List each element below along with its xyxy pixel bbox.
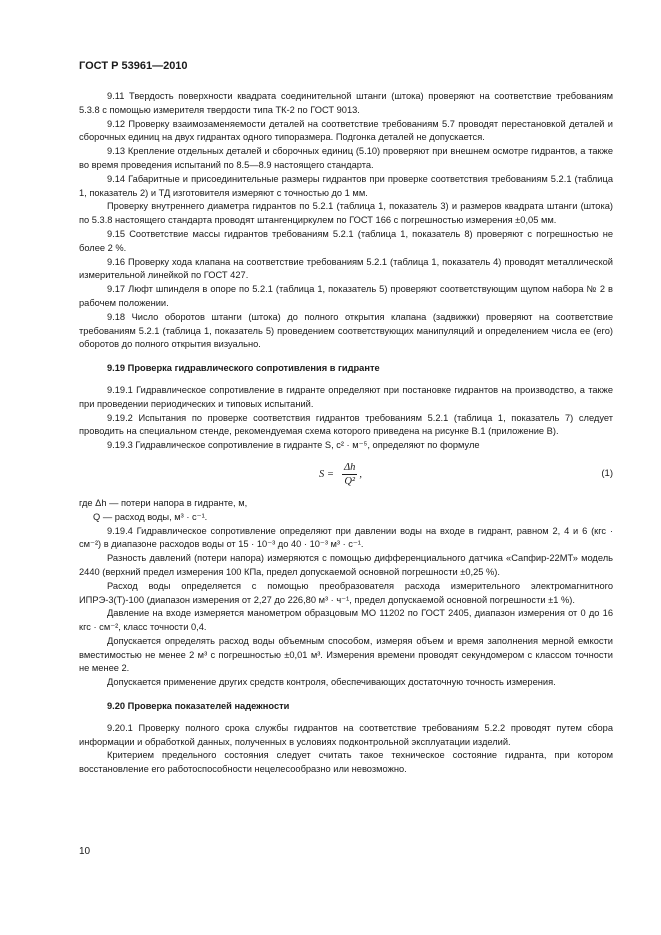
paragraph-other-instruments: Допускается применение других средств контроля, обеспечивающих достаточную точность измерения. bbox=[107, 677, 556, 688]
section-heading-9-20: 9.20 Проверка показателей надежности bbox=[107, 701, 290, 712]
paragraph-9-19-2: 9.19.2 Испытания по проверке соответствия гидрантов требованиям 5.2.1 (таблица 1, показатель 7) следует проводить на специальном стенде, рекомендуемая схема которого приведена на рисунке В.1 (приложение В). bbox=[79, 412, 613, 437]
paragraph-9-18: 9.18 Число оборотов штанги (штока) до полного открытия клапана (задвижки) проверяют на соответствие требованиям 5.2.1 (таблица 1, показатель 5) проведением соответствующих манипуляций и определением числа ее (его) оборотов до полного открытия визуально. bbox=[79, 311, 613, 350]
paragraph-volumetric-method: Допускается определять расход воды объемным способом, измеряя объем и время заполнения мерной емкости вместимостью не менее 2 м³ с погрешностью ±0,01 м³. Измерения времени проводят секундомером с классом точности не менее 2. bbox=[79, 635, 613, 674]
paragraph-9-14: 9.14 Габаритные и присоединительные размеры гидрантов при проверке соответствия требованиям 5.2.1 (таблица 1, показатель 2) и ТД изготовителя измеряют с точностью до 1 мм. bbox=[79, 173, 613, 198]
section-heading-9-19: 9.19 Проверка гидравлического сопротивления в гидранте bbox=[107, 363, 380, 374]
paragraph-9-19-1: 9.19.1 Гидравлическое сопротивление в гидранте определяют при постановке гидрантов на производство, а также при проведении периодических и типовых испытаний. bbox=[79, 384, 613, 409]
paragraph-9-20-1: 9.20.1 Проверку полного срока службы гидрантов на соответствие требованиям 5.2.2 проводят путем сбора информации и обработкой данных, полученных в условиях подконтрольной эксплуатации изделий. bbox=[79, 722, 613, 747]
paragraph-9-14-inner-diameter: Проверку внутреннего диаметра гидрантов по 5.2.1 (таблица 1, показатель 3) и размеров квадрата штанги (штока) по 5.3.8 настоящего стандарта проводят штангенциркулем по ГОСТ 166 с погрешностью измерения ±0,05 мм. bbox=[79, 201, 613, 226]
paragraph-pressure-difference: Разность давлений (потери напора) измеряются с помощью дифференциального датчика «Сапфир-22МТ» модель 2440 (верхний предел измерения 100 КПа, предел допускаемой основной погрешности ±0,25 %). bbox=[79, 553, 613, 577]
formula-1 bbox=[79, 459, 613, 493]
formula-where-line-2: Q — расход воды, м³ · с⁻¹. bbox=[93, 511, 208, 522]
paragraph-9-13: 9.13 Крепление отдельных деталей и сборочных единиц (5.10) проверяют при внешнем осмотре гидрантов, а также во время проведения испытаний по 8.5—8.9 настоящего стандарта. bbox=[79, 146, 613, 170]
formula-where-line-1: где Δh — потери напора в гидранте, м, bbox=[79, 497, 248, 508]
paragraph-limit-state: Критерием предельного состояния следует считать такое техническое состояние гидранта, при котором восстановление его работоспособности нецелесообразно или невозможно. bbox=[79, 750, 613, 775]
paragraph-9-19-4: 9.19.4 Гидравлическое сопротивление определяют при давлении воды на входе в гидрант, равном 2, 4 и 6 (кгс · см⁻²) в диапазоне расходов воды от 15 · 10⁻³ до 40 · 10⁻³ м³ · с⁻¹. bbox=[79, 525, 613, 550]
paragraph-9-15: 9.15 Соответствие массы гидрантов требованиям 5.2.1 (таблица 1, показатель 8) проверяют с погрешностью не более 2 %. bbox=[79, 228, 613, 253]
paragraph-9-17: 9.17 Люфт шпинделя в опоре по 5.2.1 (таблица 1, показатель 5) проверяют соответствующим щупом набора № 2 в рабочем положении. bbox=[79, 284, 613, 308]
paragraph-inlet-pressure: Давление на входе измеряется манометром образцовым МО 11202 по ГОСТ 2405, диапазон измерения от 0 до 16 кгс · см⁻², класс точности 0,4. bbox=[79, 608, 613, 633]
document-body bbox=[79, 90, 613, 777]
formula-number: (1) bbox=[601, 467, 613, 479]
paragraph-9-12: 9.12 Проверку взаимозаменяемости деталей на соответствие требованиям 5.7 проводят перестановкой деталей и сборочных единиц на двух гидрантах одного типоразмера. Подгонка деталей не допускается. bbox=[79, 118, 613, 143]
formula-lhs: S = bbox=[319, 468, 334, 480]
paragraph-9-19-3: 9.19.3 Гидравлическое сопротивление в гидранте S, с² · м⁻⁵, определяют по формуле bbox=[107, 440, 480, 451]
formula-tail: , bbox=[359, 468, 363, 480]
paragraph-9-16: 9.16 Проверку хода клапана на соответствие требованиям 5.2.1 (таблица 1, показатель 4) проводят металлической измерительной линейкой по ГОСТ 427. bbox=[79, 256, 613, 281]
document-header: ГОСТ Р 53961—2010 bbox=[79, 60, 188, 72]
formula-denominator: Q² bbox=[344, 475, 356, 487]
formula-fraction bbox=[342, 461, 357, 488]
formula-expression bbox=[319, 461, 362, 488]
formula-numerator: Δh bbox=[343, 461, 356, 473]
page-number: 10 bbox=[79, 846, 91, 857]
paragraph-9-11: 9.11 Твердость поверхности квадрата соединительной штанги (штока) проверяют на соответствие требованиям 5.3.8 с помощью измерителя твердости типа ТК-2 по ГОСТ 9013. bbox=[79, 91, 613, 115]
paragraph-flow-rate: Расход воды определяется с помощью преобразователя расхода измерительного электромагнитного ИПРЭ-3(Т)-100 (диапазон измерения от 2,27 до 226,80 м³ · ч⁻¹, предел допускаемой основной погрешности ±1 %). bbox=[79, 580, 613, 605]
